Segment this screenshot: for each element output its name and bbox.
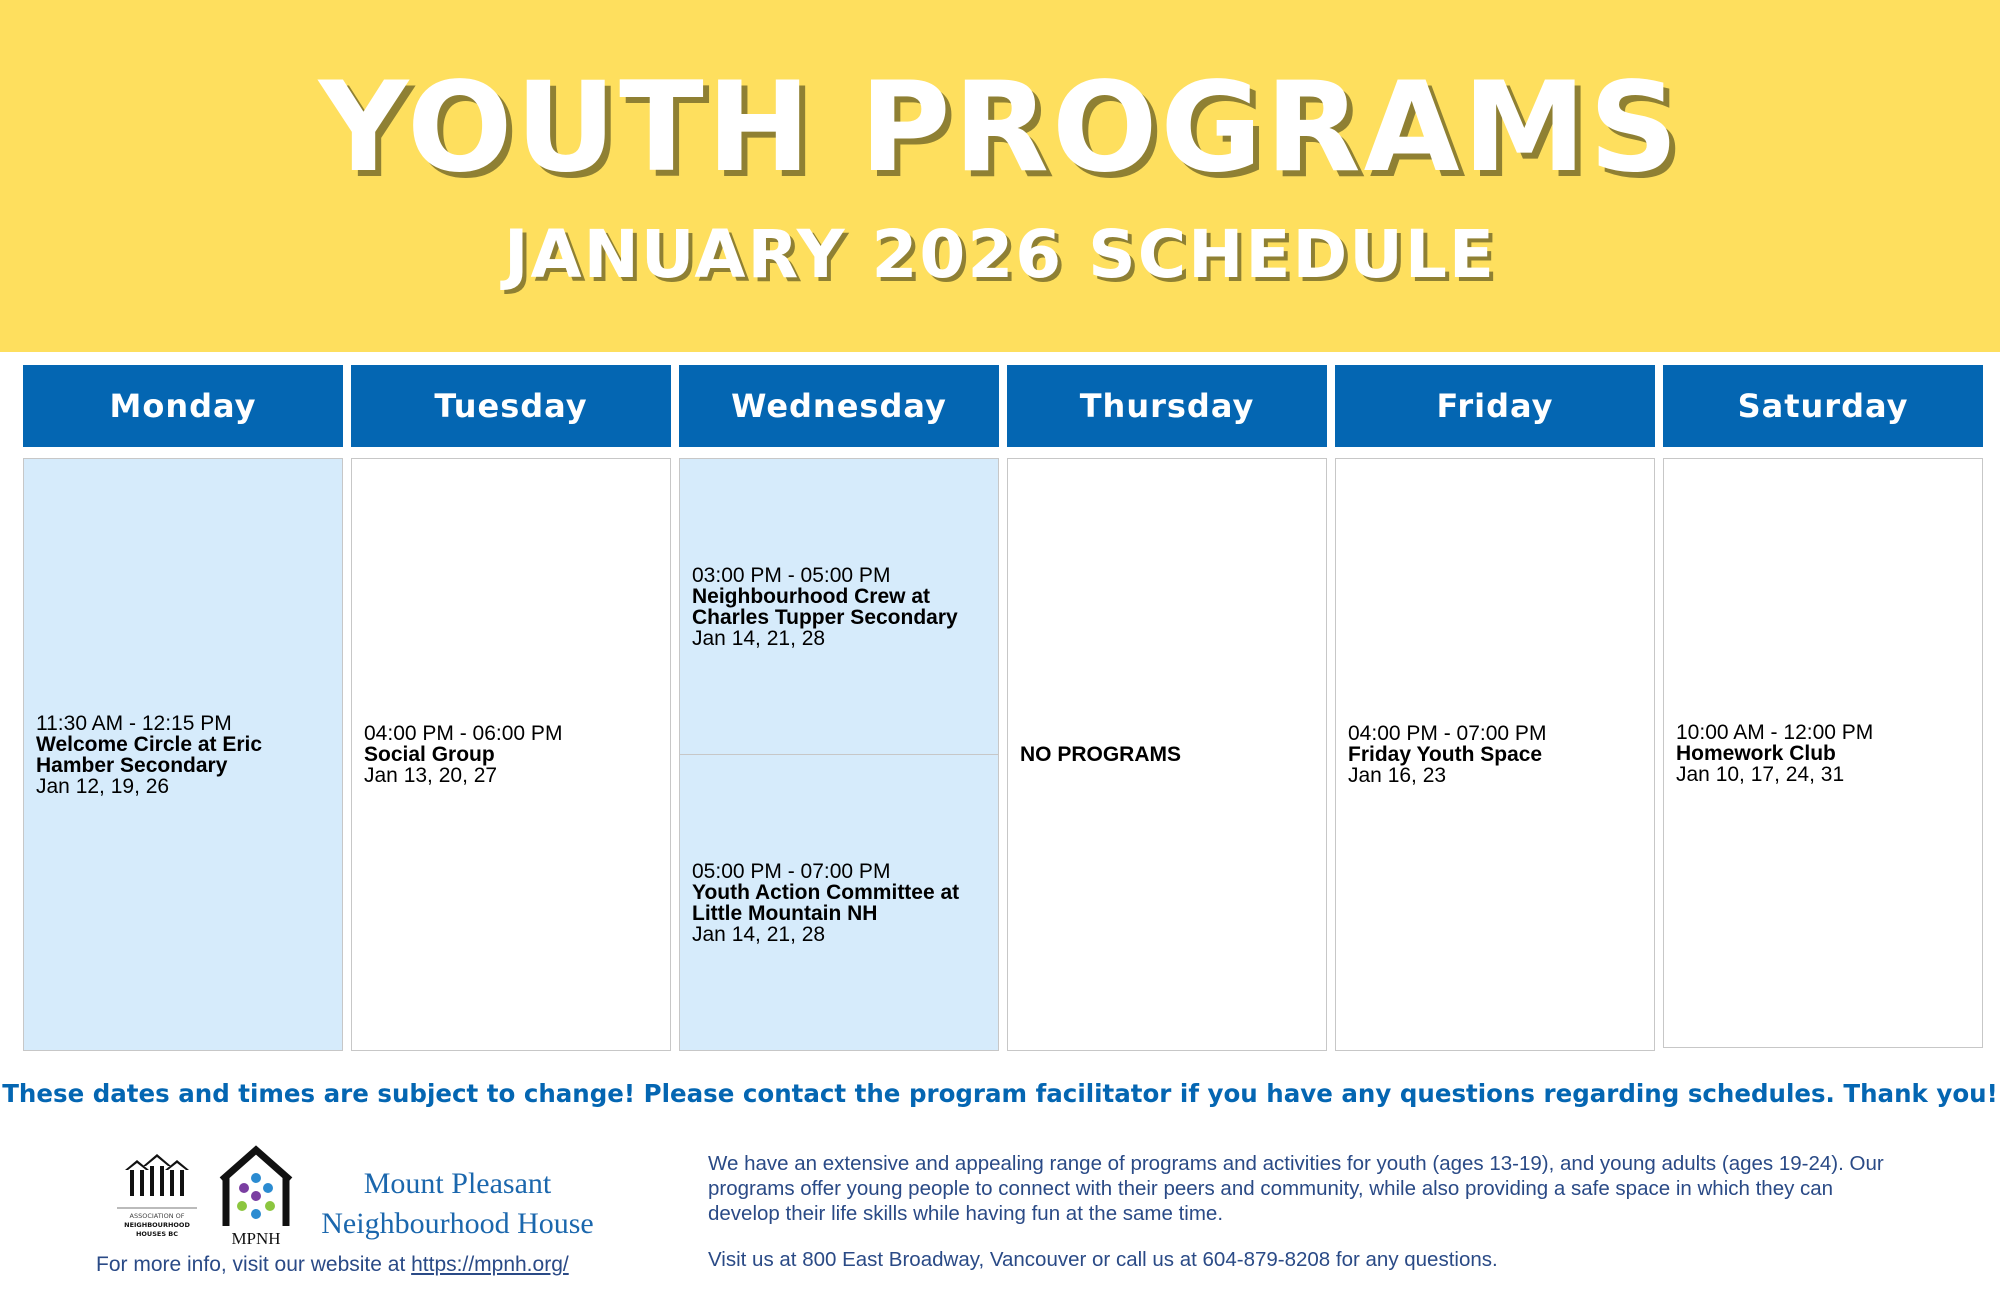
- day-header-monday: Monday: [23, 365, 343, 447]
- program-dates: Jan 14, 21, 28: [692, 626, 826, 650]
- program-name: Homework Club: [1676, 741, 1836, 765]
- program-time: 10:00 AM - 12:00 PM: [1676, 720, 1874, 744]
- program-dates: Jan 10, 17, 24, 31: [1676, 762, 1845, 786]
- tuesday-program-cell: [351, 458, 671, 1051]
- more-info-prefix: For more info, visit our website at: [96, 1253, 412, 1276]
- wednesday-program-cell-1: [679, 458, 999, 755]
- program-time: 05:00 PM - 07:00 PM: [692, 859, 891, 883]
- day-header-saturday: Saturday: [1663, 365, 1983, 447]
- more-info-line: [96, 1253, 636, 1277]
- svg-text:HOUSES BC: HOUSES BC: [135, 1230, 179, 1238]
- program-name: Welcome Circle at Eric Hamber Secondary: [36, 732, 263, 777]
- program-time: 04:00 PM - 06:00 PM: [364, 722, 563, 745]
- page-subtitle: JANUARY 2026 SCHEDULE: [504, 216, 1496, 293]
- website-link[interactable]: https://mpnh.org/: [411, 1253, 569, 1276]
- program-time: 04:00 PM - 07:00 PM: [1348, 722, 1547, 745]
- anhbc-logo-icon: [113, 1152, 201, 1242]
- visit-paragraph: Visit us at 800 East Broadway, Vancouver or call us at 604-879-8208 for any questions.: [708, 1248, 1498, 1271]
- day-header-tuesday: Tuesday: [351, 365, 671, 447]
- organization-name: [300, 1164, 615, 1244]
- wednesday-program-cell-2: [679, 754, 999, 1051]
- program-name: Youth Action Committee at Little Mountain NH: [692, 880, 960, 925]
- mpnh-logo-icon: [216, 1144, 296, 1248]
- svg-text:NEIGHBOURHOOD: NEIGHBOURHOOD: [124, 1221, 190, 1229]
- schedule-change-notice: These dates and times are subject to change! Please contact the program facilitator if you have any questions regarding schedules. Thank you!: [2, 1079, 1998, 1108]
- header-banner: [0, 0, 2000, 352]
- friday-program-cell: [1335, 458, 1655, 1051]
- svg-text:ASSOCIATION OF: ASSOCIATION OF: [129, 1212, 185, 1220]
- thursday-program-cell: [1007, 458, 1327, 1051]
- program-time: 03:00 PM - 05:00 PM: [692, 563, 891, 587]
- day-header-friday: Friday: [1335, 365, 1655, 447]
- program-name: Neighbourhood Crew at Charles Tupper Secondary: [692, 584, 958, 629]
- day-header-wednesday: Wednesday: [679, 365, 999, 447]
- svg-text:MPNH: MPNH: [231, 1229, 281, 1248]
- monday-program-cell: [23, 458, 343, 1051]
- organization-name-line2: Neighbourhood House: [321, 1207, 594, 1240]
- program-dates: Jan 13, 20, 27: [364, 764, 498, 787]
- program-name: Social Group: [364, 743, 495, 766]
- program-name: Friday Youth Space: [1348, 743, 1543, 766]
- program-dates: Jan 14, 21, 28: [692, 922, 826, 946]
- about-paragraph: We have an extensive and appealing range of programs and activities for youth (ages 13-19), and young adults (ages 19-24). Our programs offer young people to connect with their peers and community, while also providing a safe space in which they can develop their life skills while having fun at the same time.: [708, 1152, 1884, 1225]
- no-programs-label: NO PROGRAMS: [1020, 743, 1182, 766]
- program-time: 11:30 AM - 12:15 PM: [36, 711, 232, 735]
- day-header-thursday: Thursday: [1007, 365, 1327, 447]
- page-title: YOUTH PROGRAMS: [318, 56, 1682, 200]
- program-dates: Jan 12, 19, 26: [36, 774, 170, 798]
- program-dates: Jan 16, 23: [1348, 764, 1447, 787]
- organization-name-line1: Mount Pleasant: [363, 1167, 552, 1200]
- saturday-program-cell: [1663, 458, 1983, 1048]
